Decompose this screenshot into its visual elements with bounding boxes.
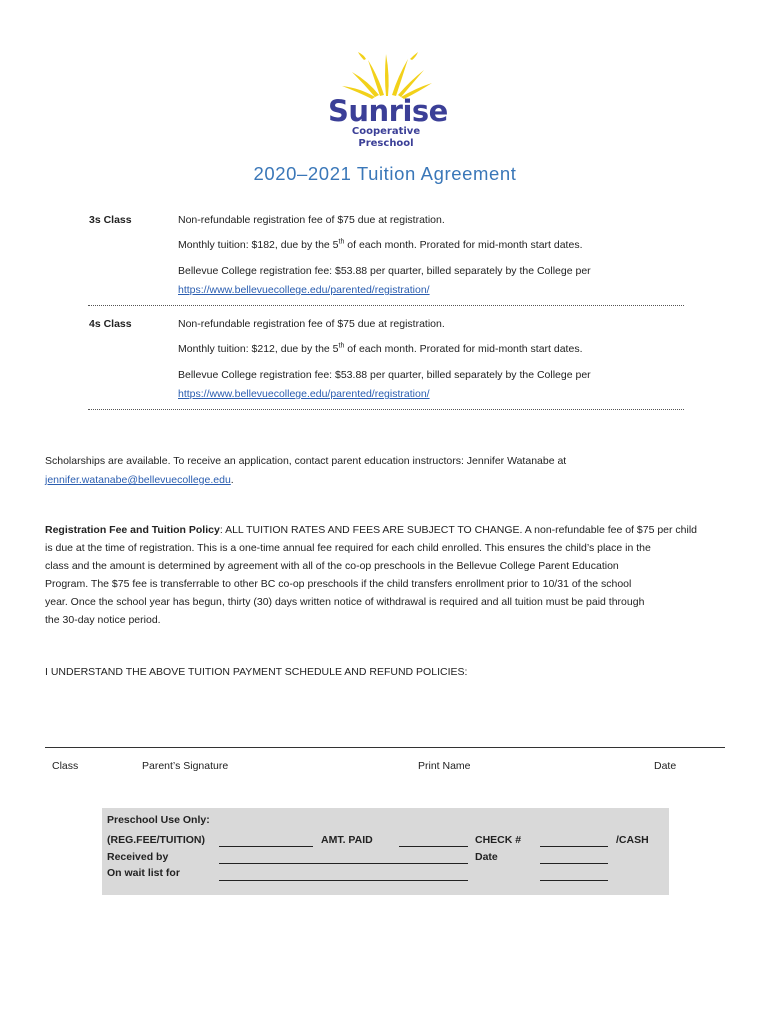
class-3s-monthly [178,238,583,252]
class-3s-monthly-text: Monthly tuition: $182, due by the 5 [178,239,339,251]
policy-line6: the 30-day notice period. [45,614,161,626]
class-3s-registration: Non-refundable registration fee of $75 due at registration. [178,214,445,226]
class-4s-monthly-rest: of each month. Prorated for mid-month start dates. [344,343,583,355]
office-use-box [102,808,669,895]
class-4s-label: 4s Class [89,318,132,330]
logo-subtitle-line1: Cooperative [351,126,421,137]
print-name-label: Print Name [418,760,471,772]
policy-paragraph [45,521,735,629]
divider [88,305,684,306]
class-4s-college-link[interactable]: https://www.bellevuecollege.edu/parented/registration/ [178,388,430,400]
reg-fee-field[interactable] [219,846,313,847]
scholarship-text: Scholarships are available. To receive an application, contact parent education instructors: Jennifer Watanabe at [45,455,567,467]
received-by-label: Received by [107,851,169,863]
policy-line3: class and the amount is determined by agreement with all of the co-op preschools in the Bellevue College Parent Education [45,560,619,572]
policy-line1: : ALL TUITION RATES AND FEES ARE SUBJECT TO CHANGE. A non-refundable fee of $75 per child [219,524,698,536]
class-field-label: Class [52,760,79,772]
policy-heading: Registration Fee and Tuition Policy [45,524,220,536]
parent-signature-label: Parent’s Signature [142,760,229,772]
scholarship-period: . [230,474,234,486]
acknowledgement-text: I UNDERSTAND THE ABOVE TUITION PAYMENT SCHEDULE AND REFUND POLICIES: [45,666,468,678]
amt-paid-field[interactable] [399,846,468,847]
wait-list-label: On wait list for [107,867,180,879]
wait-list-field[interactable] [219,880,468,881]
logo [328,50,448,152]
class-3s-college-link[interactable]: https://www.bellevuecollege.edu/parented/registration/ [178,284,430,296]
scholarship-email-link[interactable]: jennifer.watanabe@bellevuecollege.edu [45,474,231,486]
reg-fee-label: (REG.FEE/TUITION) [107,834,205,846]
wait-list-date-field[interactable] [540,880,608,881]
class-3s-college-fee: Bellevue College registration fee: $53.88 per quarter, billed separately by the College per [178,265,591,277]
sun-icon [328,50,444,100]
logo-subtitle-line2: Preschool [358,138,414,149]
policy-line4: Program. The $75 fee is transferrable to other BC co-op preschools if the child transfers enrollment prior to 10/31 of the school [45,578,632,590]
received-date-label: Date [475,851,498,863]
policy-line2: is due at the time of registration. This is a one-time annual fee required for each child enrolled. This ensures the child’s place in the [45,542,651,554]
class-4s-monthly-sup: th [338,342,345,350]
signature-line[interactable] [45,747,725,748]
policy-line [45,521,735,539]
check-number-field[interactable] [540,846,608,847]
date-label: Date [654,760,677,772]
class-3s-monthly-sup: th [338,238,345,246]
received-date-field[interactable] [540,863,608,864]
page-title: 2020–2021 Tuition Agreement [253,163,517,184]
divider [88,409,684,410]
amt-paid-label: AMT. PAID [321,834,373,846]
logo-wordmark: Sunrise [328,94,448,128]
class-4s-monthly [178,342,583,356]
received-by-field[interactable] [219,863,468,864]
class-4s-monthly-text: Monthly tuition: $212, due by the 5 [178,343,339,355]
policy-line5: year. Once the school year has begun, thirty (30) days written notice of withdrawal is required and all tuition must be paid through [45,596,645,608]
class-4s-college-fee: Bellevue College registration fee: $53.88 per quarter, billed separately by the College per [178,369,591,381]
class-4s-registration: Non-refundable registration fee of $75 due at registration. [178,318,445,330]
class-3s-monthly-rest: of each month. Prorated for mid-month start dates. [344,239,583,251]
office-use-heading: Preschool Use Only: [107,814,210,826]
cash-label: /CASH [616,834,649,846]
check-label: CHECK # [475,834,522,846]
scholarship-contact [45,473,234,487]
class-3s-label: 3s Class [89,214,132,226]
